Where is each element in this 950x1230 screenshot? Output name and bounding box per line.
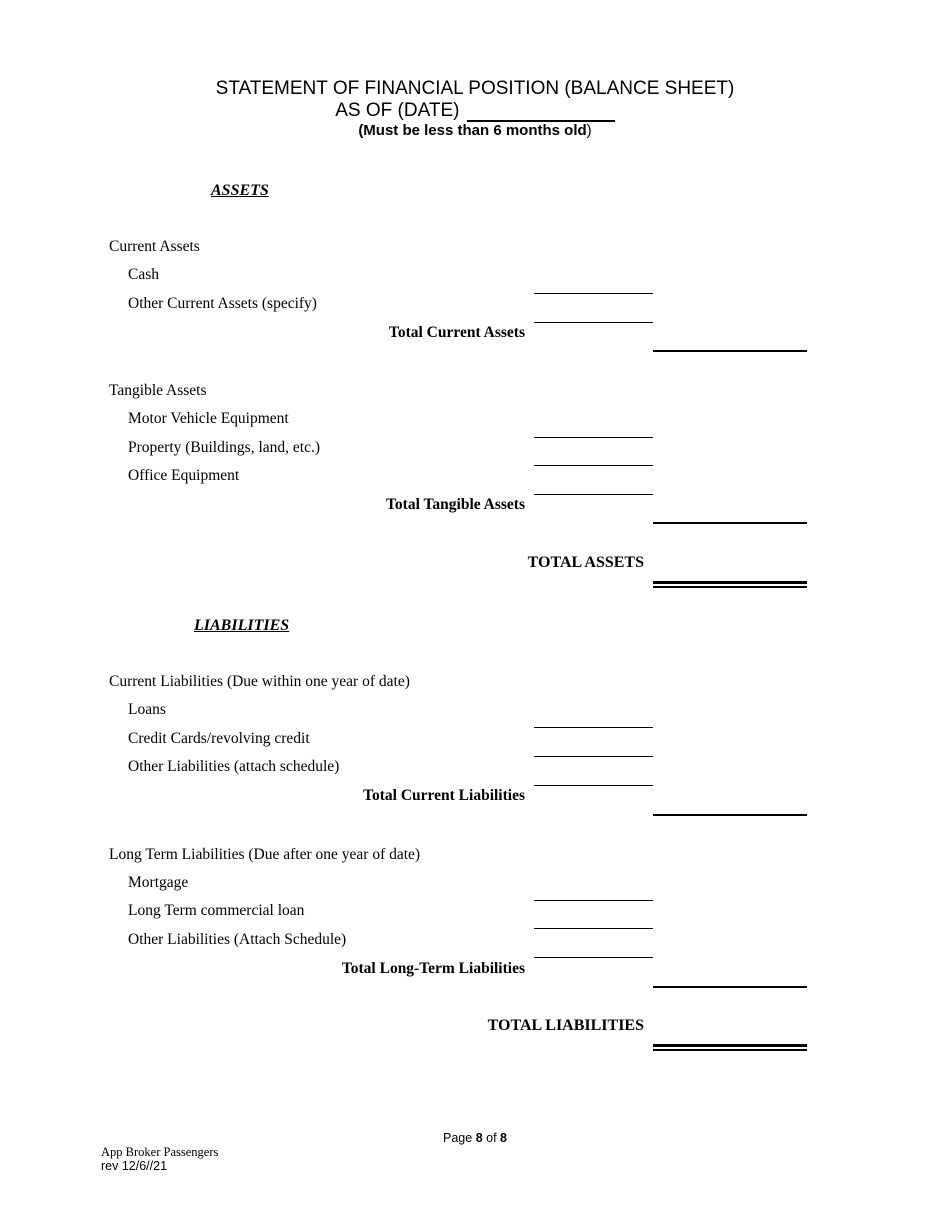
total-current-liabilities-label: Total Current Liabilities [363,787,525,804]
motor-vehicle-amount-line[interactable] [534,437,653,438]
item-other-liabilities-long-term: Other Liabilities (Attach Schedule) [128,931,347,948]
doc-name: App Broker Passengers [101,1145,219,1159]
mortgage-amount-line[interactable] [534,900,653,901]
page-number [0,1131,950,1145]
total-current-liabilities-line[interactable] [653,814,807,816]
other-liabilities-current-amount-line[interactable] [534,785,653,786]
total-current-assets-label: Total Current Assets [388,324,525,341]
page-current: 8 [475,1131,483,1145]
other-current-assets-amount-line[interactable] [534,322,653,323]
page-total: 8 [500,1131,507,1145]
cash-amount-line[interactable] [534,293,653,294]
current-assets-label: Current Assets [109,238,200,255]
total-tangible-assets-label: Total Tangible Assets [386,496,525,513]
tangible-assets-label: Tangible Assets [109,382,207,399]
page-title: STATEMENT OF FINANCIAL POSITION (BALANCE SHEET) [215,78,735,99]
total-tangible-assets-line[interactable] [653,522,807,524]
item-office-equipment: Office Equipment [128,467,240,484]
total-liabilities-line[interactable] [653,1044,807,1051]
item-credit-cards: Credit Cards/revolving credit [128,730,310,747]
assets-heading: ASSETS [211,182,269,199]
long-term-loan-amount-line[interactable] [534,928,653,929]
property-amount-line[interactable] [534,465,653,466]
date-input-line[interactable] [467,102,615,122]
item-motor-vehicle: Motor Vehicle Equipment [128,410,289,427]
page-word: Page [443,1131,473,1145]
total-assets-label: TOTAL ASSETS [527,554,644,571]
total-long-term-liabilities-line[interactable] [653,986,807,988]
total-long-term-liabilities-label: Total Long-Term Liabilities [341,960,525,977]
total-assets-line[interactable] [653,581,807,588]
item-property: Property (Buildings, land, etc.) [128,439,320,456]
liabilities-heading: LIABILITIES [194,617,290,634]
revision: rev 12/6//21 [101,1159,168,1173]
item-loans: Loans [128,701,166,718]
current-liabilities-label: Current Liabilities (Due within one year of date) [109,673,410,690]
office-equipment-amount-line[interactable] [534,494,653,495]
as-of-label: AS OF (DATE) [335,100,460,121]
as-of-date-row [0,100,950,122]
item-long-term-loan: Long Term commercial loan [128,902,305,919]
long-term-liabilities-label: Long Term Liabilities (Due after one year of date) [109,846,421,863]
total-current-assets-line[interactable] [653,350,807,352]
age-note [0,122,950,139]
item-other-liabilities-current: Other Liabilities (attach schedule) [128,758,340,775]
credit-cards-amount-line[interactable] [534,756,653,757]
total-liabilities-label: TOTAL LIABILITIES [487,1017,644,1034]
page-of: of [486,1131,497,1145]
item-cash: Cash [128,266,159,283]
age-note-bold: (Must be less than 6 months old [358,122,587,139]
age-note-close: ) [586,122,592,139]
loans-amount-line[interactable] [534,727,653,728]
item-other-current-assets: Other Current Assets (specify) [128,295,317,312]
item-mortgage: Mortgage [128,874,189,891]
other-liabilities-long-term-amount-line[interactable] [534,957,653,958]
